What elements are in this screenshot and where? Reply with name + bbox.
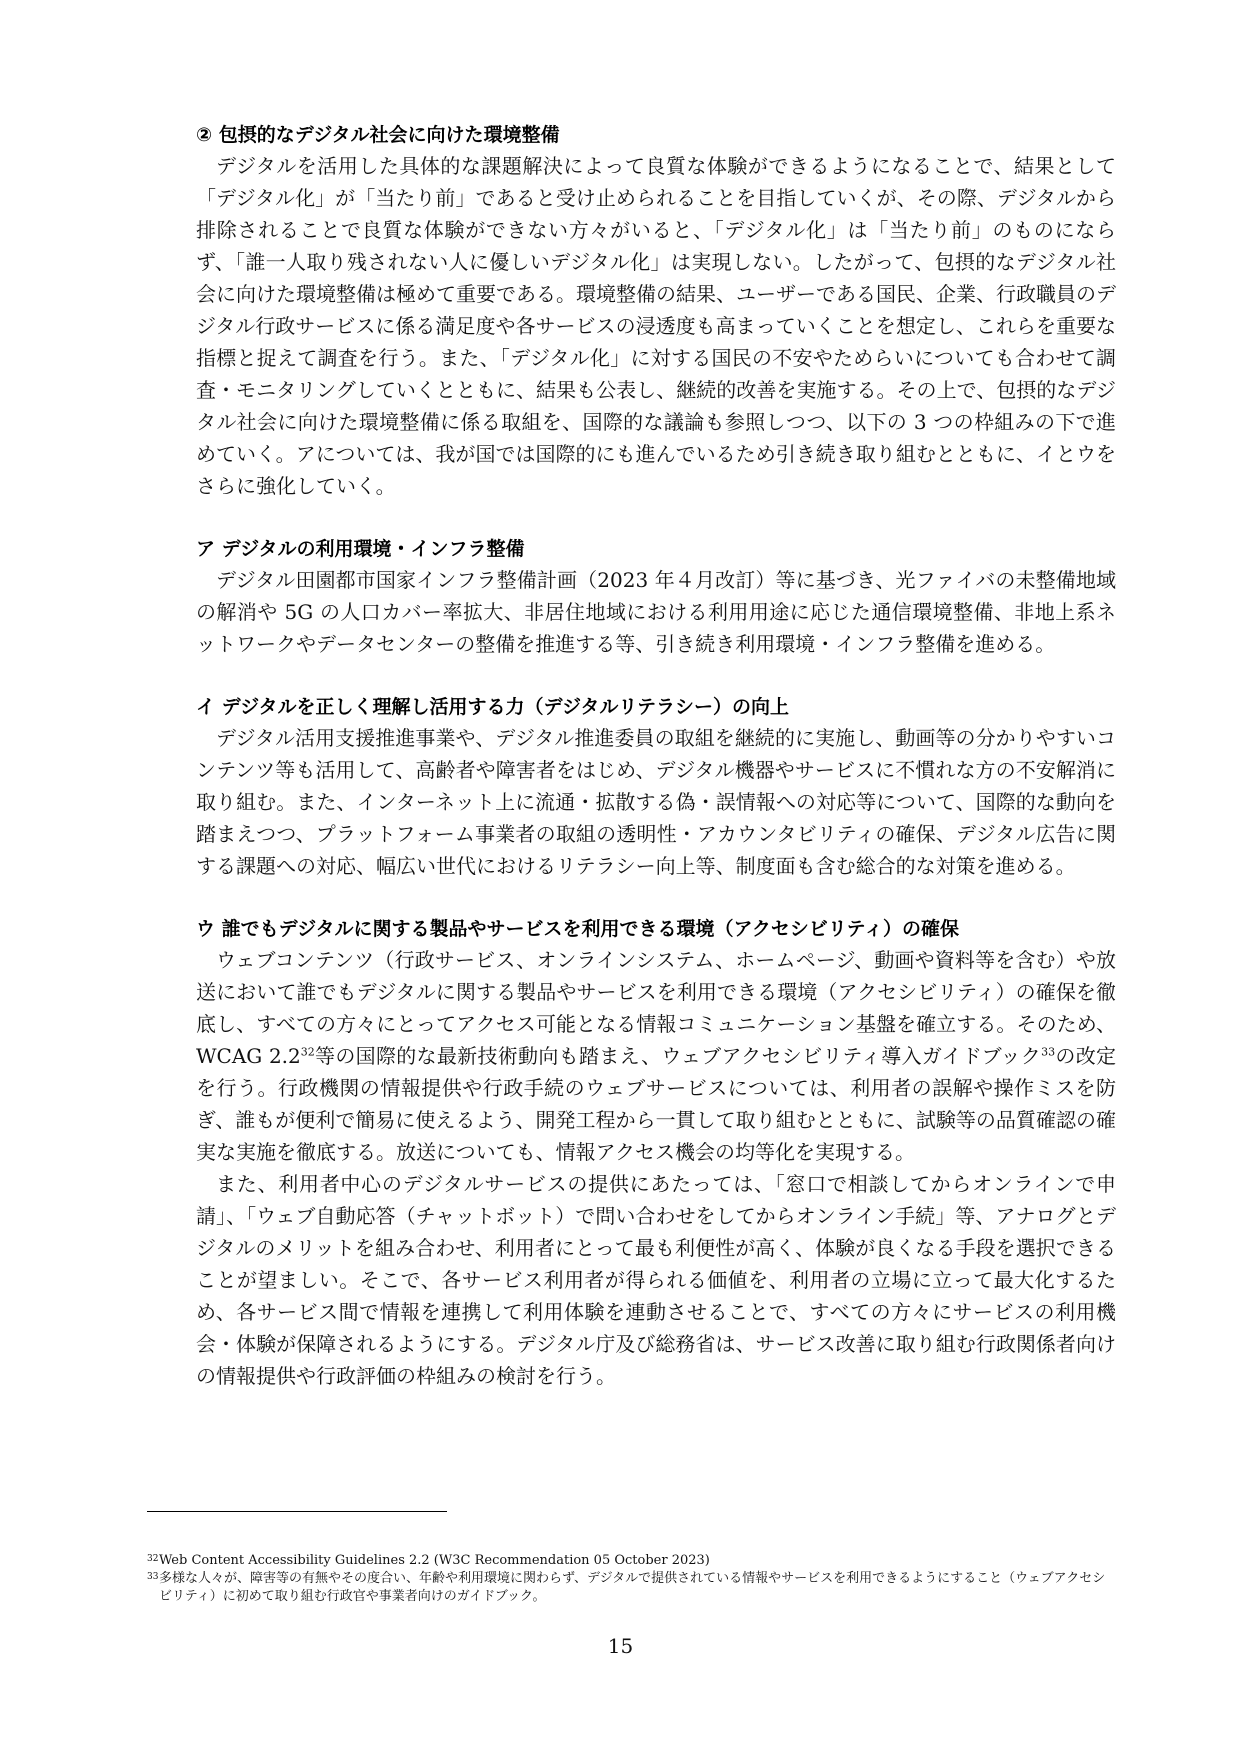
footnote-mark: 32 bbox=[147, 1554, 159, 1564]
section-a-body: デジタル田園都市国家インフラ整備計画（2023 年４月改訂）等に基づき、光ファイバの未整備地域の解消や 5G の人口カバー率拡大、非居住地域における利用用途に応じた通信環境整備、非地上系ネットワークやデータセンターの整備を推進する等、引き続き利用環境・インフラ整備を進める。 bbox=[196, 568, 1116, 656]
section-2-body: デジタルを活用した具体的な課題解決によって良質な体験ができるようになることで、結果として「デジタル化」が「当たり前」であると受け止められることを目指していくが、その際、デジタルから排除されることで良質な体験ができない方々がいると、「デジタル化」は「当たり前」のものにならず、「誰一人取り残されない人に優しいデジタル化」は実現しない。したがって、包摂的なデジタル社会に向けた環境整備は極めて重要である。環境整備の結果、ユーザーである国民、企業、行政職員のデジタル行政サービスに係る満足度や各サービスの浸透度も高まっていくことを想定し、これらを重要な指標と捉えて調査を行う。また、「デジタル化」に対する国民の不安やためらいについても合わせて調査・モニタリングしていくとともに、結果も公表し、継続的改善を実施する。その上で、包摂的なデジタル社会に向けた環境整備に係る取組を、国際的な議論も参照しつつ、以下の 3 つの枠組みの下で進めていく。アについては、我が国では国際的にも進んでいるため引き続き取り組むとともに、イとウをさらに強化していく。 bbox=[196, 154, 1116, 498]
footnote-ref-33[interactable]: 33 bbox=[1041, 1045, 1056, 1059]
footnote-text: Web Content Accessibility Guidelines 2.2 (W3C Recommendation 05 October 2023) bbox=[159, 1553, 710, 1568]
spacer bbox=[196, 882, 1116, 914]
section-u-text: の改定を行う。行政機関の情報提供や行政手続のウェブサービスについては、利用者の誤解や操作ミスを防ぎ、誰もが便利で簡易に使えるよう、開発工程から一貫して取り組むとともに、試験等の品質確認の確実な実施を徹底する。放送についても、情報アクセス機会の均等化を実現する。 bbox=[196, 1044, 1116, 1164]
spacer bbox=[196, 502, 1116, 534]
footnote-mark: 33 bbox=[147, 1572, 159, 1582]
page-number: 15 bbox=[607, 1634, 634, 1658]
section-u-body-1 bbox=[196, 944, 1116, 1168]
footnote-divider bbox=[147, 1511, 447, 1512]
section-heading-u: ウ 誰でもデジタルに関する製品やサービスを利用できる環境（アクセシビリティ）の確保 bbox=[196, 918, 960, 940]
spacer bbox=[196, 660, 1116, 692]
footnotes bbox=[147, 1552, 1117, 1606]
footnote-33 bbox=[147, 1570, 1117, 1606]
footnote-32 bbox=[147, 1552, 1117, 1570]
footnote-ref-32[interactable]: 32 bbox=[300, 1045, 315, 1059]
section-heading-2: ② 包摂的なデジタル社会に向けた環境整備 bbox=[196, 124, 560, 146]
section-heading-a: ア デジタルの利用環境・インフラ整備 bbox=[196, 538, 525, 560]
section-u-body-2: また、利用者中心のデジタルサービスの提供にあたっては、「窓口で相談してからオンラインで申請」、「ウェブ自動応答（チャットボット）で問い合わせをしてからオンライン手続」等、アナログとデジタルのメリットを組み合わせ、利用者にとって最も利便性が高く、体験が良くなる手段を選択できることが望ましい。そこで、各サービス利用者が得られる価値を、利用者の立場に立って最大化するため、各サービス間で情報を連携して利用体験を連動させることで、すべての方々にサービスの利用機会・体験が保障されるようにする。デジタル庁及び総務省は、サービス改善に取り組む行政関係者向けの情報提供や行政評価の枠組みの検討を行う。 bbox=[196, 1172, 1116, 1388]
page-content bbox=[196, 120, 1116, 1392]
section-u-text: ウェブコンテンツ（行政サービス、オンラインシステム、ホームページ、動画や資料等を含む）や放送において誰でもデジタルに関する製品やサービスを利用できる環境（アクセシビリティ）の確保を徹底し、すべての方々にとってアクセス可能となる情報コミュニケーション基盤を確立する。そのため、WCAG 2.2 bbox=[196, 948, 1116, 1068]
section-i-body: デジタル活用支援推進事業や、デジタル推進委員の取組を継続的に実施し、動画等の分かりやすいコンテンツ等も活用して、高齢者や障害者をはじめ、デジタル機器やサービスに不慣れな方の不安解消に取り組む。また、インターネット上に流通・拡散する偽・誤情報への対応等について、国際的な動向を踏まえつつ、プラットフォーム事業者の取組の透明性・アカウンタビリティの確保、デジタル広告に関する課題への対応、幅広い世代におけるリテラシー向上等、制度面も含む総合的な対策を進める。 bbox=[196, 726, 1116, 878]
footnote-text: 多様な人々が、障害等の有無やその度合い、年齢や利用環境に関わらず、デジタルで提供されている情報やサービスを利用できるようにすること（ウェブアクセシビリティ）に初めて取り組む行政官や事業者向けのガイドブック。 bbox=[159, 1571, 1106, 1604]
section-u-text: 等の国際的な最新技術動向も踏まえ、ウェブアクセシビリティ導入ガイドブック bbox=[314, 1044, 1042, 1068]
section-heading-i: イ デジタルを正しく理解し活用する力（デジタルリテラシー）の向上 bbox=[196, 696, 789, 718]
